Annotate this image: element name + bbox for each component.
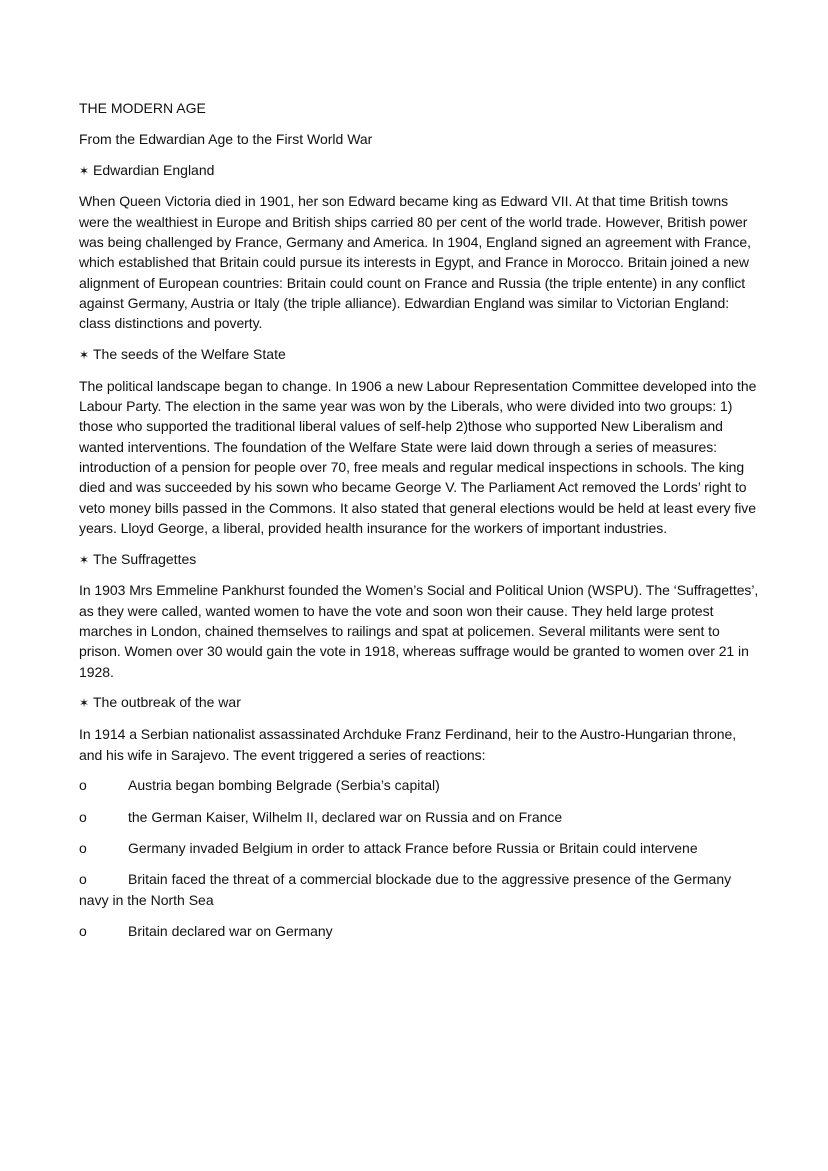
list-item: [79, 775, 759, 795]
section-heading-welfare-state: [79, 344, 759, 365]
list-item: [79, 869, 759, 910]
section-paragraph-outbreak-of-war: In 1914 a Serbian nationalist assassinated Archduke Franz Ferdinand, heir to the Austro-Hungarian throne, and his wife in Sarajevo. The event triggered a series of reactions:: [79, 726, 737, 763]
star-bullet-icon: ✶: [79, 163, 90, 178]
star-bullet-icon: ✶: [79, 347, 90, 362]
list-item: [79, 807, 759, 827]
list-item-text: Austria began bombing Belgrade (Serbia’s capital): [128, 777, 440, 794]
list-marker: o: [79, 871, 87, 888]
list-item: [79, 921, 759, 941]
section-paragraph-suffragettes: In 1903 Mrs Emmeline Pankhurst founded the Women’s Social and Political Union (WSPU). The ‘Suffragettes’, as they were called, wanted women to have the vote and soon won their cause. They held large protest marches in London, chained themselves to railings and spat at policemen. Several militants were sent to prison. Women over 30 would gain the vote in 1918, whereas suffrage would be granted to women over 21 in 1928.: [79, 582, 759, 680]
document-title: THE MODERN AGE: [79, 100, 206, 116]
list-marker: o: [79, 777, 87, 794]
list-item-text: Britain faced the threat of a commercial blockade due to the aggressive presence of the Germany navy in the North Sea: [79, 871, 732, 908]
section-heading-text: The Suffragettes: [93, 550, 197, 567]
document-page: [79, 98, 759, 952]
list-item-text: the German Kaiser, Wilhelm II, declared war on Russia and on France: [128, 808, 563, 825]
star-bullet-icon: ✶: [79, 696, 90, 711]
section-heading-text: The outbreak of the war: [93, 694, 241, 711]
list-marker: o: [79, 839, 87, 856]
section-heading-outbreak-of-war: [79, 692, 759, 713]
list-item: [79, 838, 759, 858]
reactions-list: [79, 775, 759, 941]
section-heading-text: Edwardian England: [93, 161, 215, 178]
section-paragraph-welfare-state: The political landscape began to change. In 1906 a new Labour Representation Committee developed into the Labour Party. The election in the same year was won by the Liberals, who were divided into two groups: 1) those who supported the traditional liberal values of self-help 2)those who supported New Liberalism and wanted interventions. The foundation of the Welfare State were laid down through a series of measures: introduction of a pension for people over 70, free meals and regular medical inspections in schools. The king died and was succeeded by his sown who became George V. The Parliament Act removed the Lords’ right to veto money bills passed in the Commons. It also stated that general elections would be held at least every five years. Lloyd George, a liberal, provided health insurance for the workers of important industries.: [79, 377, 757, 536]
section-paragraph-edwardian-england: When Queen Victoria died in 1901, her son Edward became king as Edward VII. At that time British towns were the wealthiest in Europe and British ships carried 80 per cent of the world trade. However, British power was being challenged by France, Germany and America. In 1904, England signed an agreement with France, which established that Britain could pursue its interests in Egypt, and France in Morocco. Britain joined a new alignment of European countries: Britain could count on France and Russia (the triple entente) in any conflict against Germany, Austria or Italy (the triple alliance). Edwardian England was similar to Victorian England: class distinctions and poverty.: [79, 193, 751, 332]
section-heading-edwardian-england: [79, 160, 759, 181]
section-heading-suffragettes: [79, 549, 759, 570]
list-marker: o: [79, 922, 87, 939]
list-marker: o: [79, 808, 87, 825]
list-item-text: Britain declared war on Germany: [128, 922, 333, 939]
document-subtitle: From the Edwardian Age to the First World War: [79, 130, 373, 147]
list-item-text: Germany invaded Belgium in order to attack France before Russia or Britain could intervene: [128, 839, 698, 856]
section-heading-text: The seeds of the Welfare State: [93, 345, 286, 362]
star-bullet-icon: ✶: [79, 552, 90, 567]
